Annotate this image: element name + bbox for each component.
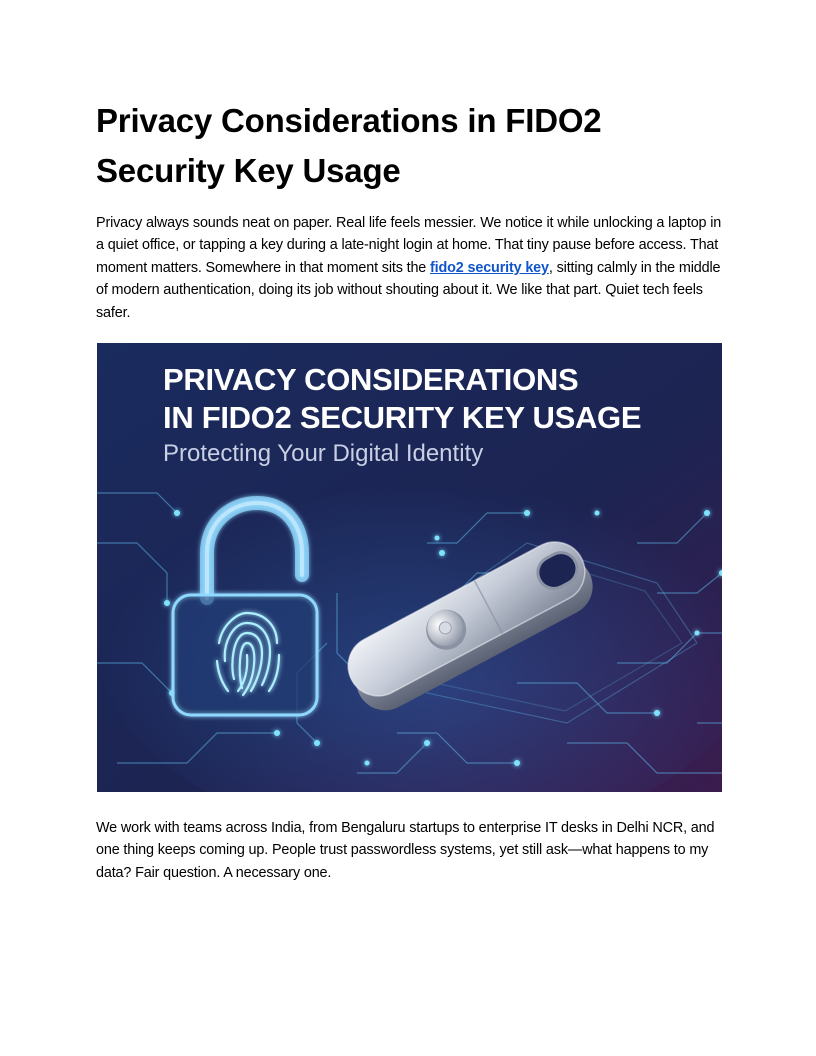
- hero-headline-line-2: IN FIDO2 SECURITY KEY USAGE: [163, 400, 642, 435]
- second-paragraph: We work with teams across India, from Bengaluru startups to enterprise IT desks in Delhi NCR, and one thing keeps coming up. People trust passwordless systems, yet still ask—what happens to my data? Fair question. A necessary one.: [96, 820, 715, 881]
- intro-text-before-link: Privacy always sounds neat on paper. Real life feels messier. We notice it while unlocking a laptop in a quiet office, or tapping a key during a late-night login at home. That tiny pause before access. That moment matters. Somewhere in that moment sits the: [96, 215, 722, 276]
- intro-paragraph: [96, 212, 726, 324]
- hero-headline-block: [163, 361, 703, 470]
- intro-text-after-link: , sitting calmly in the middle of modern authentication, doing its job without shouting about it. We like that part. Quiet tech feels safer.: [96, 259, 721, 321]
- hero-subheadline: Protecting Your Digital Identity: [163, 440, 484, 467]
- hero-headline-line-1: PRIVACY CONSIDERATIONS: [163, 362, 579, 397]
- page-title: Privacy Considerations in FIDO2 Security Key Usage: [96, 102, 602, 189]
- fido2-security-key-link[interactable]: fido2 security key: [430, 259, 549, 276]
- hero-image: [97, 343, 722, 792]
